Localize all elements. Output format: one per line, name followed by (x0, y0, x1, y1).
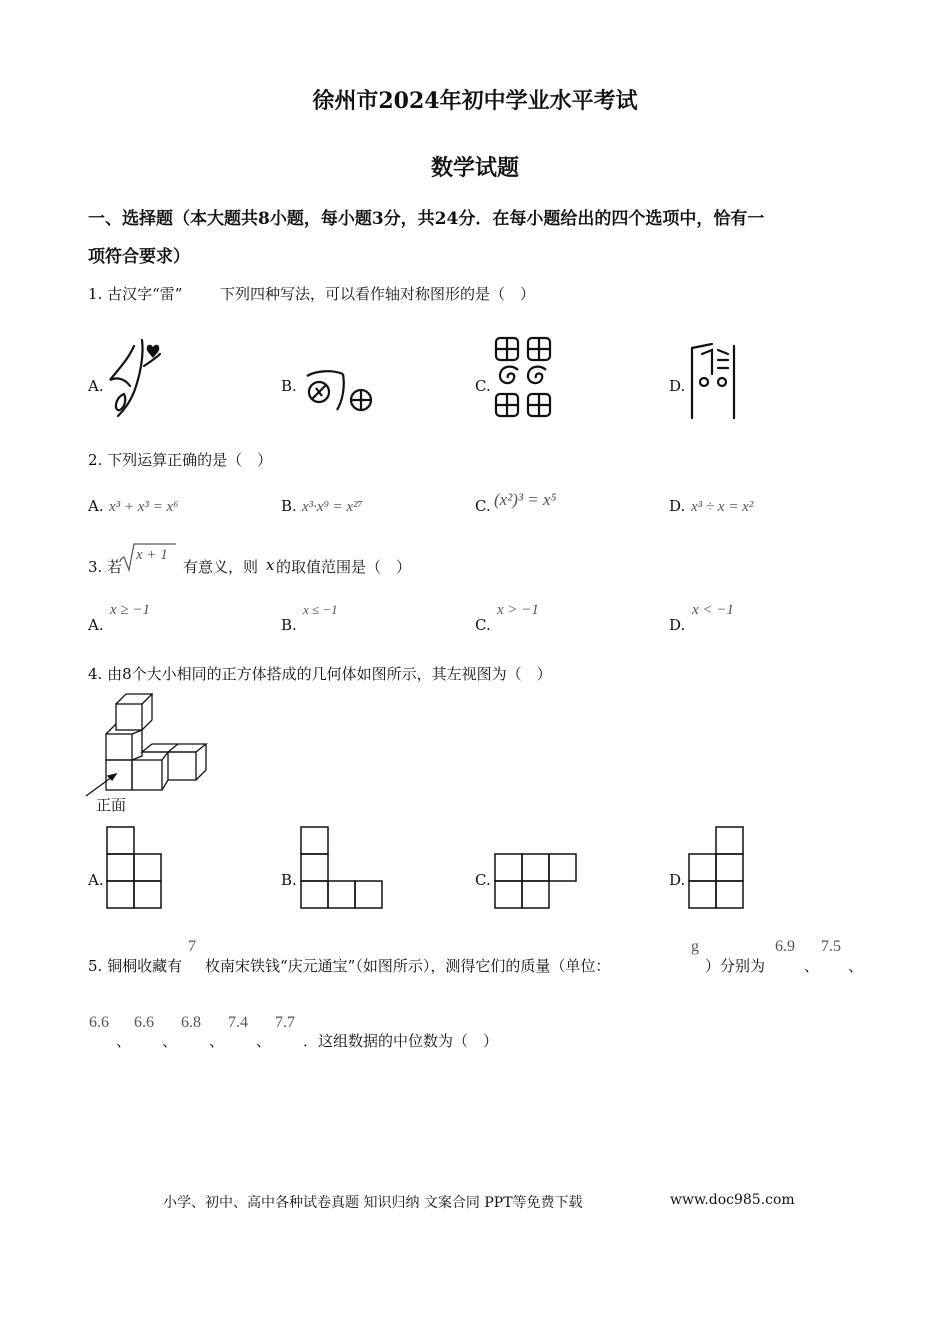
lei-glyph-c-figure (494, 336, 552, 420)
q1-option-c-label: C. (475, 377, 491, 395)
q5-separator: 、 (804, 957, 820, 975)
q3-option-b-expr: x ≤ −1 (303, 602, 338, 617)
q5-value-2: 7.5 (821, 938, 841, 955)
q4-option-d-figure (688, 826, 746, 910)
q2-option-a-label: A. (88, 497, 104, 515)
q2-option-c-label: C. (475, 497, 491, 515)
front-view-label: 正面 (96, 796, 127, 814)
lei-glyph-a-figure (104, 336, 168, 420)
q3-stem-a: 3. 若 (88, 558, 123, 576)
q3-variable: x (266, 556, 275, 574)
q2-option-c-expr: (x²)³ = x⁵ (494, 490, 557, 509)
q1-stem-b: 下列四种写法，可以看作轴对称图形的是（ ） (220, 285, 536, 303)
q2-option-d-expr: x³ ÷ x = x² (691, 499, 754, 515)
lei-glyph-b-figure (303, 368, 375, 414)
q2-option-a-expr: x³ + x³ = x⁶ (109, 499, 179, 515)
q4-option-c-figure (494, 853, 578, 911)
q4-option-a-label: A. (88, 871, 104, 889)
q5-separator: 、 (209, 1032, 225, 1050)
footer-text: 小学、初中、高中各种试卷真题 知识归纳 文案合同 PPT等免费下载 (163, 1195, 583, 1211)
q1-option-a-label: A. (88, 377, 104, 395)
q5-value-6: 7.4 (228, 1014, 248, 1031)
section-heading-line2: 项符合要求） (88, 247, 190, 267)
q5-count: 7 (188, 938, 196, 955)
q5-text-2: 枚南宋铁钱“庆元通宝”（如图所示），测得它们的质量（单位： (205, 957, 611, 975)
q5-value-7: 7.7 (275, 1014, 295, 1031)
q1-option-b-label: B. (281, 377, 297, 395)
q5-value-4: 6.6 (134, 1014, 154, 1031)
q3-stem-b: 有意义，则 (183, 558, 259, 576)
q3-option-d-label: D. (669, 616, 686, 634)
q3-radicand: x + 1 (136, 547, 168, 563)
q3-option-c-label: C. (475, 616, 491, 634)
q3-option-a-expr: x ≥ −1 (110, 602, 151, 618)
q2-option-d-label: D. (669, 497, 686, 515)
section-heading-line1: 一、选择题（本大题共8小题，每小题3分，共24分．在每小题给出的四个选项中，恰有一 (88, 209, 765, 229)
q5-value-5: 6.8 (181, 1014, 201, 1031)
q4-option-b-label: B. (281, 871, 297, 889)
q1-option-d-label: D. (669, 377, 686, 395)
q5-separator: 、 (256, 1032, 272, 1050)
q5-value-1: 6.9 (775, 938, 795, 955)
q5-separator: 、 (162, 1032, 178, 1050)
exam-title: 徐州市2024年初中学业水平考试 (312, 88, 638, 114)
q5-text-1: 5. 铜桐收藏有 (88, 957, 183, 975)
lei-glyph-d-figure (688, 340, 738, 420)
q4-option-a-figure (106, 826, 162, 910)
q5-separator: 、 (116, 1032, 132, 1050)
q3-option-d-expr: x < −1 (692, 602, 734, 618)
q4-option-c-label: C. (475, 871, 491, 889)
q2-option-b-label: B. (281, 497, 297, 515)
q5-value-3: 6.6 (89, 1014, 109, 1031)
q4-option-d-label: D. (669, 871, 686, 889)
q1-stem-a: 1. 古汉字“雷” (88, 285, 183, 303)
q3-option-b-label: B. (281, 616, 297, 634)
q5-unit: g (691, 938, 699, 955)
footer-url[interactable]: www.doc985.com (670, 1192, 795, 1208)
q3-stem-c: 的取值范围是（ ） (276, 558, 412, 576)
q5-separator: 、 (848, 957, 864, 975)
q2-option-b-expr: x³·x⁹ = x²⁷ (302, 499, 363, 515)
exam-subtitle: 数学试题 (430, 155, 519, 181)
q3-option-a-label: A. (88, 616, 104, 634)
q2-stem: 2. 下列运算正确的是（ ） (88, 451, 273, 469)
q5-text-4: ．这组数据的中位数为（ ） (303, 1032, 499, 1050)
q5-text-3: ）分别为 (705, 957, 766, 975)
q4-option-b-figure (300, 826, 384, 910)
q3-option-c-expr: x > −1 (497, 602, 539, 618)
q4-stem: 4. 由8个大小相同的正方体搭成的几何体如图所示，其左视图为（ ） (88, 665, 552, 683)
